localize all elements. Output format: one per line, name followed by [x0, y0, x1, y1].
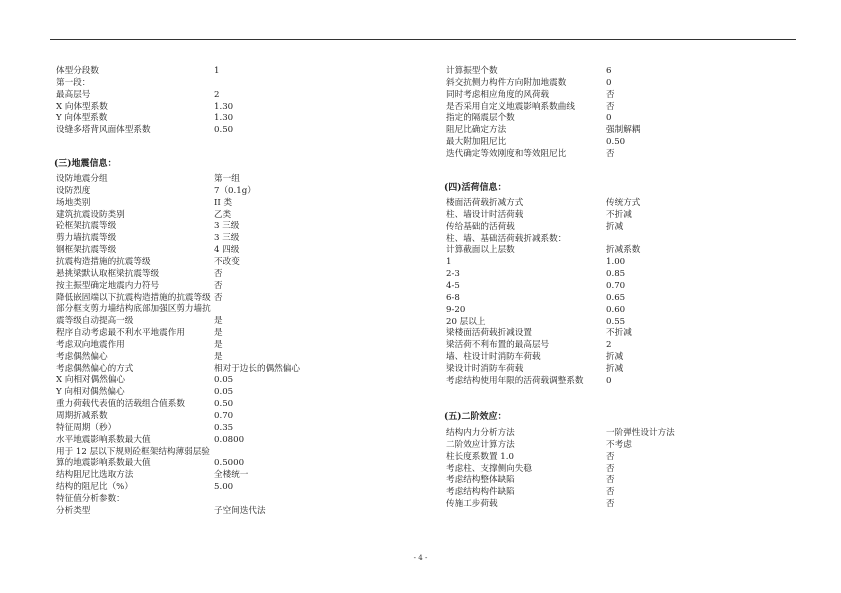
param-label: 传施工步荷载	[446, 499, 498, 510]
param-value: 2	[214, 89, 220, 100]
param-label: 指定的隔震层个数	[446, 113, 515, 124]
param-value: 1	[214, 66, 220, 76]
page-number: - 4 -	[413, 554, 428, 562]
param-label: 是否采用自定义地震影响系数曲线	[446, 101, 575, 112]
param-value: 0.65	[606, 292, 626, 303]
param-label: 砼框架抗震等级	[56, 221, 117, 232]
param-label: 考虑柱、支撑侧向失稳	[446, 463, 532, 474]
section-title-second-order: (五)二阶效应：	[444, 412, 507, 422]
param-label: 钢框架抗震等级	[56, 245, 117, 256]
param-value: 是	[214, 328, 223, 339]
param-value: 不考虑	[606, 439, 632, 450]
param-label: 2-3	[446, 269, 460, 280]
param-value: 乙类	[214, 209, 232, 220]
param-value: 5.00	[214, 482, 234, 493]
param-label: 考虑双向地震作用	[56, 339, 125, 350]
param-label: 柱、墙、基础活荷载折减系数：	[446, 233, 567, 244]
param-value: 否	[606, 475, 615, 486]
param-value: 1.00	[606, 257, 626, 268]
param-label: 建筑抗震设防类别	[56, 209, 125, 220]
param-value: 一阶弹性设计方法	[606, 428, 675, 438]
param-label: 抗震构造措施的抗震等级	[56, 256, 151, 267]
param-label: 特征周期（秒）	[56, 422, 117, 433]
param-value: 0.50	[606, 137, 626, 148]
param-label: 悬挑梁默认取框梁抗震等级	[56, 268, 160, 279]
param-label: 特征值分析参数：	[56, 493, 125, 504]
param-value: 否	[214, 280, 223, 291]
param-value: 0.60	[606, 304, 626, 315]
param-label: 第一段：	[56, 77, 91, 88]
param-label: 体型分段数	[56, 66, 99, 76]
param-label: 降低嵌固端以下抗震构造措施的抗震等级	[56, 292, 211, 303]
param-label: 迭代确定等效刚度和等效阻尼比	[446, 148, 567, 159]
param-value: 0.0800	[214, 434, 245, 445]
param-label: X 向相对偶然偏心	[56, 375, 126, 386]
param-label: 结构的阻尼比（%）	[56, 482, 133, 493]
param-value: 否	[606, 499, 615, 510]
param-value: 2	[606, 340, 612, 351]
param-label: 计算振型个数	[446, 66, 498, 76]
param-label: 最高层号	[56, 89, 91, 100]
param-label: 设防烈度	[56, 185, 91, 196]
param-value: 否	[606, 487, 615, 498]
param-label: 9-20	[446, 304, 466, 315]
param-value: 子空间迭代法	[214, 505, 266, 516]
param-label: 考虑结构构件缺陷	[446, 487, 515, 498]
param-label: 同时考虑相应角度的风荷载	[446, 89, 550, 100]
param-label: 算的地震影响系数最大值	[56, 458, 151, 469]
param-value: 折减	[606, 221, 624, 232]
param-value: 0.85	[606, 269, 626, 280]
param-value: 折减	[606, 363, 624, 374]
param-label: 结构阻尼比选取方法	[56, 470, 134, 481]
param-value: 0.35	[214, 422, 234, 433]
param-value: 否	[214, 268, 223, 279]
param-label: 楼面活荷载折减方式	[446, 198, 524, 208]
param-value: 否	[606, 89, 615, 100]
param-value: 0	[606, 375, 612, 386]
param-label: 梁楼面活荷载折减设置	[446, 328, 532, 339]
param-value: 0.05	[214, 387, 234, 398]
param-label: 周期折减系数	[56, 411, 108, 421]
param-value: 折减	[606, 352, 624, 363]
section-title-live-load: (四)活荷信息：	[444, 183, 507, 193]
param-label: 墙、柱设计时消防车荷载	[446, 352, 541, 363]
param-value: 3 三级	[214, 233, 240, 244]
param-label: 柱长度系数置 1.0	[446, 451, 514, 462]
param-value: 全楼统一	[214, 470, 249, 481]
param-label: 水平地震影响系数最大值	[56, 434, 151, 445]
param-label: 设防地震分组	[56, 174, 108, 184]
param-value: 0.55	[606, 316, 626, 327]
param-label: 梁活荷不利布置的最高层号	[446, 340, 550, 351]
param-value: 相对于边长的偶然偏心	[214, 363, 300, 374]
param-value: 否	[214, 292, 223, 303]
param-label: 分析类型	[56, 505, 91, 516]
param-label: 剪力墙抗震等级	[56, 233, 117, 244]
param-value: 3 三级	[214, 221, 240, 232]
param-value: 0.5000	[214, 458, 245, 469]
param-value: 0.70	[606, 280, 626, 291]
param-label: 按主振型确定地震内力符号	[56, 280, 160, 291]
param-label: 用于 12 层以下规则砼框架结构薄弱层验	[56, 446, 210, 457]
param-label: 考虑结构使用年限的活荷载调整系数	[446, 375, 584, 386]
param-label: 4-5	[446, 280, 460, 291]
param-value: 不折减	[606, 209, 632, 220]
param-value: 4 四级	[214, 245, 240, 256]
param-value: 折减系数	[606, 245, 641, 256]
param-label: 二阶效应计算方法	[446, 439, 515, 450]
param-label: 考虑结构整体缺陷	[446, 475, 515, 486]
param-label: 考虑偶然偏心的方式	[56, 363, 134, 374]
param-label: 场地类别	[56, 197, 91, 208]
param-value: 不改变	[214, 256, 240, 267]
param-value: 否	[606, 451, 615, 462]
param-label: 梁设计时消防车荷载	[446, 363, 524, 374]
param-value: 0.05	[214, 375, 234, 386]
param-label: 程序自动考虑最不利水平地震作用	[56, 328, 185, 339]
param-value: 1.30	[214, 101, 234, 112]
param-value: 第一组	[214, 174, 240, 184]
section-title-seismic: (三)地震信息：	[54, 159, 117, 169]
param-label: 20 层以上	[446, 316, 486, 327]
param-value: 否	[606, 101, 615, 112]
param-value: II 类	[214, 197, 233, 208]
param-value: 否	[606, 148, 615, 159]
param-value: 0.50	[214, 125, 234, 136]
param-label: 设缝多塔背风面体型系数	[56, 125, 151, 136]
param-label: 重力荷载代表值的活载组合值系数	[56, 399, 185, 410]
param-value: 0.70	[214, 411, 234, 421]
param-value: 7（0.1g）	[214, 185, 256, 196]
param-label: Y 向体型系数	[56, 113, 108, 124]
param-label: 传给基础的活荷载	[446, 221, 515, 232]
param-label: 部分框支剪力墙结构底部加强区剪力墙抗	[56, 304, 211, 315]
param-value: 0	[606, 77, 612, 88]
param-value: 传统方式	[606, 198, 641, 208]
param-value: 否	[606, 463, 615, 474]
param-label: 斜交抗侧力构件方向附加地震数	[446, 77, 567, 88]
param-label: Y 向相对偶然偏心	[56, 387, 125, 398]
param-label: 最大附加阻尼比	[446, 137, 507, 148]
param-label: 结构内力分析方法	[446, 428, 515, 438]
param-label: 震等级自动提高一级	[56, 316, 134, 327]
param-label: 计算截面以上层数	[446, 245, 515, 256]
param-value: 6	[606, 66, 612, 76]
param-value: 不折减	[606, 328, 632, 339]
param-value: 强制解耦	[606, 125, 641, 136]
header-rule	[50, 39, 796, 40]
param-value: 0	[606, 113, 612, 124]
param-label: 柱、墙设计时活荷载	[446, 209, 524, 220]
param-label: 6-8	[446, 292, 460, 303]
param-label: X 向体型系数	[56, 101, 108, 112]
param-value: 1.30	[214, 113, 234, 124]
param-value: 是	[214, 351, 223, 362]
param-value: 是	[214, 339, 223, 350]
param-label: 阻尼比确定方法	[446, 125, 507, 136]
param-label: 1	[446, 257, 452, 268]
param-value: 0.50	[214, 399, 234, 410]
param-value: 是	[214, 316, 223, 327]
param-label: 考虑偶然偏心	[56, 351, 108, 362]
